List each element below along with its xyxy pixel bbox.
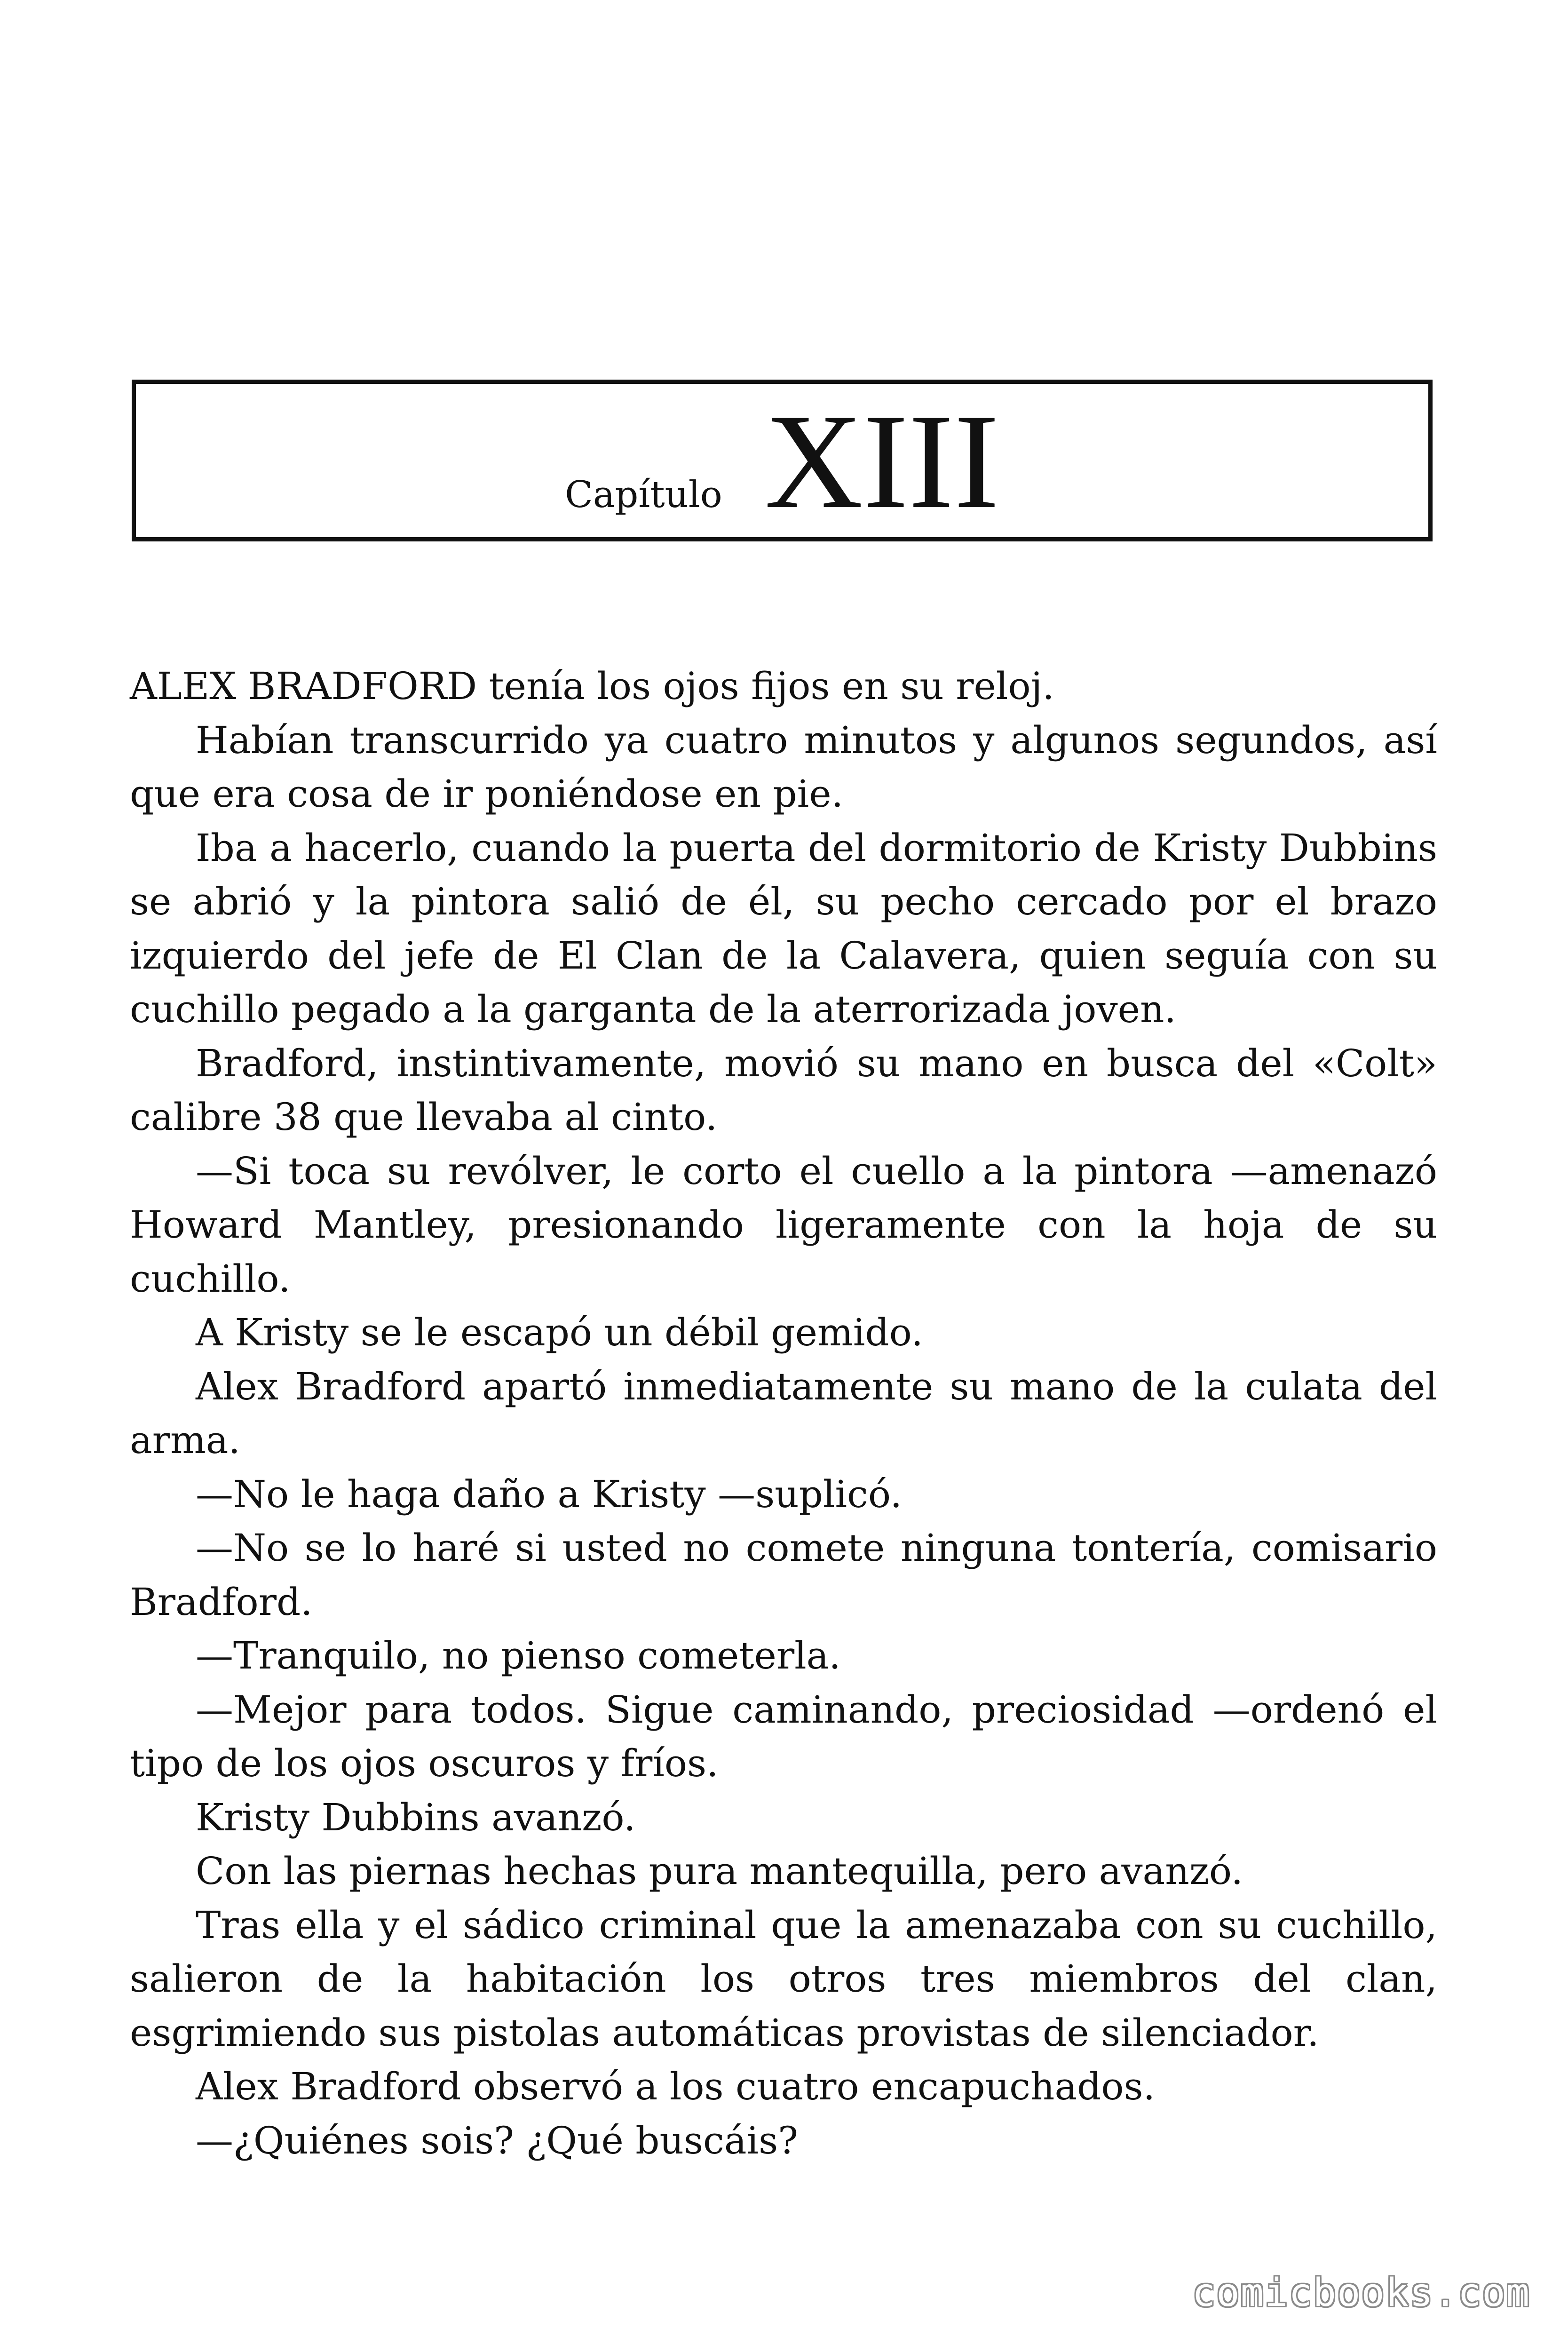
chapter-title-box bbox=[132, 380, 1433, 541]
paragraph: —Tranquilo, no pienso cometerla. bbox=[196, 1634, 841, 1677]
paragraph: Con las piernas hechas pura mantequilla, pero avanzó. bbox=[196, 1849, 1243, 1893]
chapter-heading bbox=[136, 386, 1428, 537]
paragraph: —Mejor para todos. Sigue caminando, preciosidad —ordenó el tipo de los ojos oscuros y fríos. bbox=[130, 1687, 1437, 1785]
paragraph: Alex Bradford apartó inmediatamente su mano de la culata del arma. bbox=[130, 1364, 1437, 1462]
paragraph: —No le haga daño a Kristy —suplicó. bbox=[196, 1472, 903, 1516]
paragraph: Bradford, instintivamente, movió su mano en busca del «Colt» calibre 38 que llevaba al cinto. bbox=[130, 1041, 1437, 1139]
paragraph: Alex Bradford observó a los cuatro encapuchados. bbox=[196, 2065, 1155, 2108]
watermark: comicbooks.com bbox=[1192, 2271, 1530, 2315]
paragraph: Kristy Dubbins avanzó. bbox=[196, 1795, 636, 1839]
paragraph: —¿Quiénes sois? ¿Qué buscáis? bbox=[196, 2118, 799, 2162]
paragraph: Habían transcurrido ya cuatro minutos y algunos segundos, así que era cosa de ir poniéndose en pie. bbox=[130, 718, 1437, 816]
chapter-number: XIII bbox=[764, 386, 999, 537]
paragraph: —No se lo haré si usted no comete ninguna tontería, comisario Bradford. bbox=[130, 1526, 1437, 1624]
paragraph: Iba a hacerlo, cuando la puerta del dormitorio de Kristy Dubbins se abrió y la pintora salió de él, su pecho cercado por el brazo izquierdo del jefe de El Clan de la Calavera, quien seguía con su cuchillo pegado a la garganta de la aterrorizada joven. bbox=[130, 826, 1437, 1031]
opening-small-caps: ALEX BRADFORD bbox=[130, 664, 477, 708]
chapter-word: Capítulo bbox=[565, 474, 722, 516]
paragraph: A Kristy se le escapó un débil gemido. bbox=[196, 1311, 923, 1354]
chapter-text bbox=[130, 660, 1437, 2168]
paragraph: —Si toca su revólver, le corto el cuello a la pintora —amenazó Howard Mantley, presionando ligeramente con la hoja de su cuchillo. bbox=[130, 1149, 1437, 1301]
paragraph bbox=[130, 660, 1437, 714]
paragraph: Tras ella y el sádico criminal que la amenazaba con su cuchillo, salieron de la habitación los otros tres miembros del clan, esgrimiendo sus pistolas automáticas provistas de silenciador. bbox=[130, 1903, 1437, 2055]
opening-rest: tenía los ojos fijos en su reloj. bbox=[477, 664, 1054, 708]
